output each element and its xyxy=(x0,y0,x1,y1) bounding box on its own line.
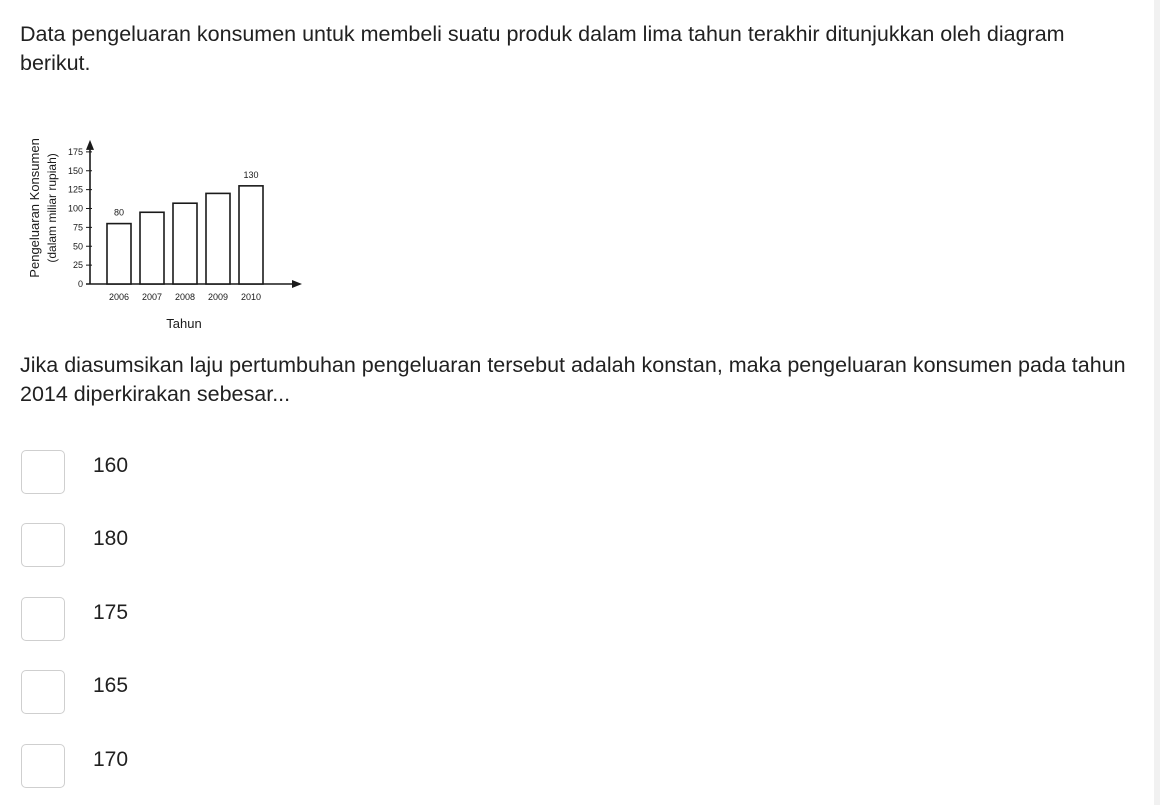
y-tick-label: 150 xyxy=(67,165,83,176)
y-axis-title: Pengeluaran Konsumen xyxy=(27,138,42,278)
scrollbar[interactable] xyxy=(1154,0,1160,805)
bar xyxy=(107,224,131,284)
bar xyxy=(173,203,197,284)
y-tick-label: 25 xyxy=(72,260,83,271)
x-tick-label: 2010 xyxy=(240,292,262,302)
option-2[interactable] xyxy=(20,521,420,569)
x-tick-label: 2007 xyxy=(141,292,163,302)
bar xyxy=(206,193,230,284)
option-label: 170 xyxy=(93,748,129,771)
option-4[interactable] xyxy=(20,668,420,716)
bar-chart-svg xyxy=(20,88,310,338)
option-checkbox[interactable] xyxy=(21,670,65,714)
y-tick-label: 175 xyxy=(67,146,83,157)
y-axis-arrow xyxy=(86,140,94,150)
option-checkbox[interactable] xyxy=(21,450,65,494)
option-checkbox[interactable] xyxy=(21,523,65,567)
y-tick-label: 75 xyxy=(72,222,83,233)
question-followup: Jika diasumsikan laju pertumbuhan pengeluaran tersebut adalah konstan, maka pengeluaran konsumen pada tahun 2014 diperkirakan sebesar... xyxy=(20,353,1126,406)
bar xyxy=(239,186,263,284)
option-label: 175 xyxy=(93,601,129,624)
y-tick-label: 125 xyxy=(67,184,83,195)
x-tick-label: 2006 xyxy=(108,292,130,302)
option-label: 180 xyxy=(93,527,129,550)
bar xyxy=(140,212,164,284)
x-axis-arrow xyxy=(292,280,302,288)
y-axis-subtitle: (dalam miliar rupiah) xyxy=(45,153,59,263)
bar-chart xyxy=(20,88,310,338)
option-3[interactable] xyxy=(20,595,420,643)
y-tick-label: 50 xyxy=(72,241,83,252)
x-tick-label: 2008 xyxy=(174,292,196,302)
data-label: 80 xyxy=(113,207,125,218)
y-tick-label: 100 xyxy=(67,203,83,214)
x-axis-title: Tahun xyxy=(166,316,202,331)
x-tick-label: 2009 xyxy=(207,292,229,302)
option-checkbox[interactable] xyxy=(21,744,65,788)
option-5[interactable] xyxy=(20,742,420,790)
option-checkbox[interactable] xyxy=(21,597,65,641)
option-label: 165 xyxy=(93,674,129,697)
y-tick-label: 0 xyxy=(77,279,83,289)
option-1[interactable] xyxy=(20,448,420,496)
option-label: 160 xyxy=(93,454,129,477)
question-text: Data pengeluaran konsumen untuk membeli suatu produk dalam lima tahun terakhir ditunjukkan oleh diagram berikut. xyxy=(20,22,1065,75)
data-label: 130 xyxy=(243,169,259,180)
